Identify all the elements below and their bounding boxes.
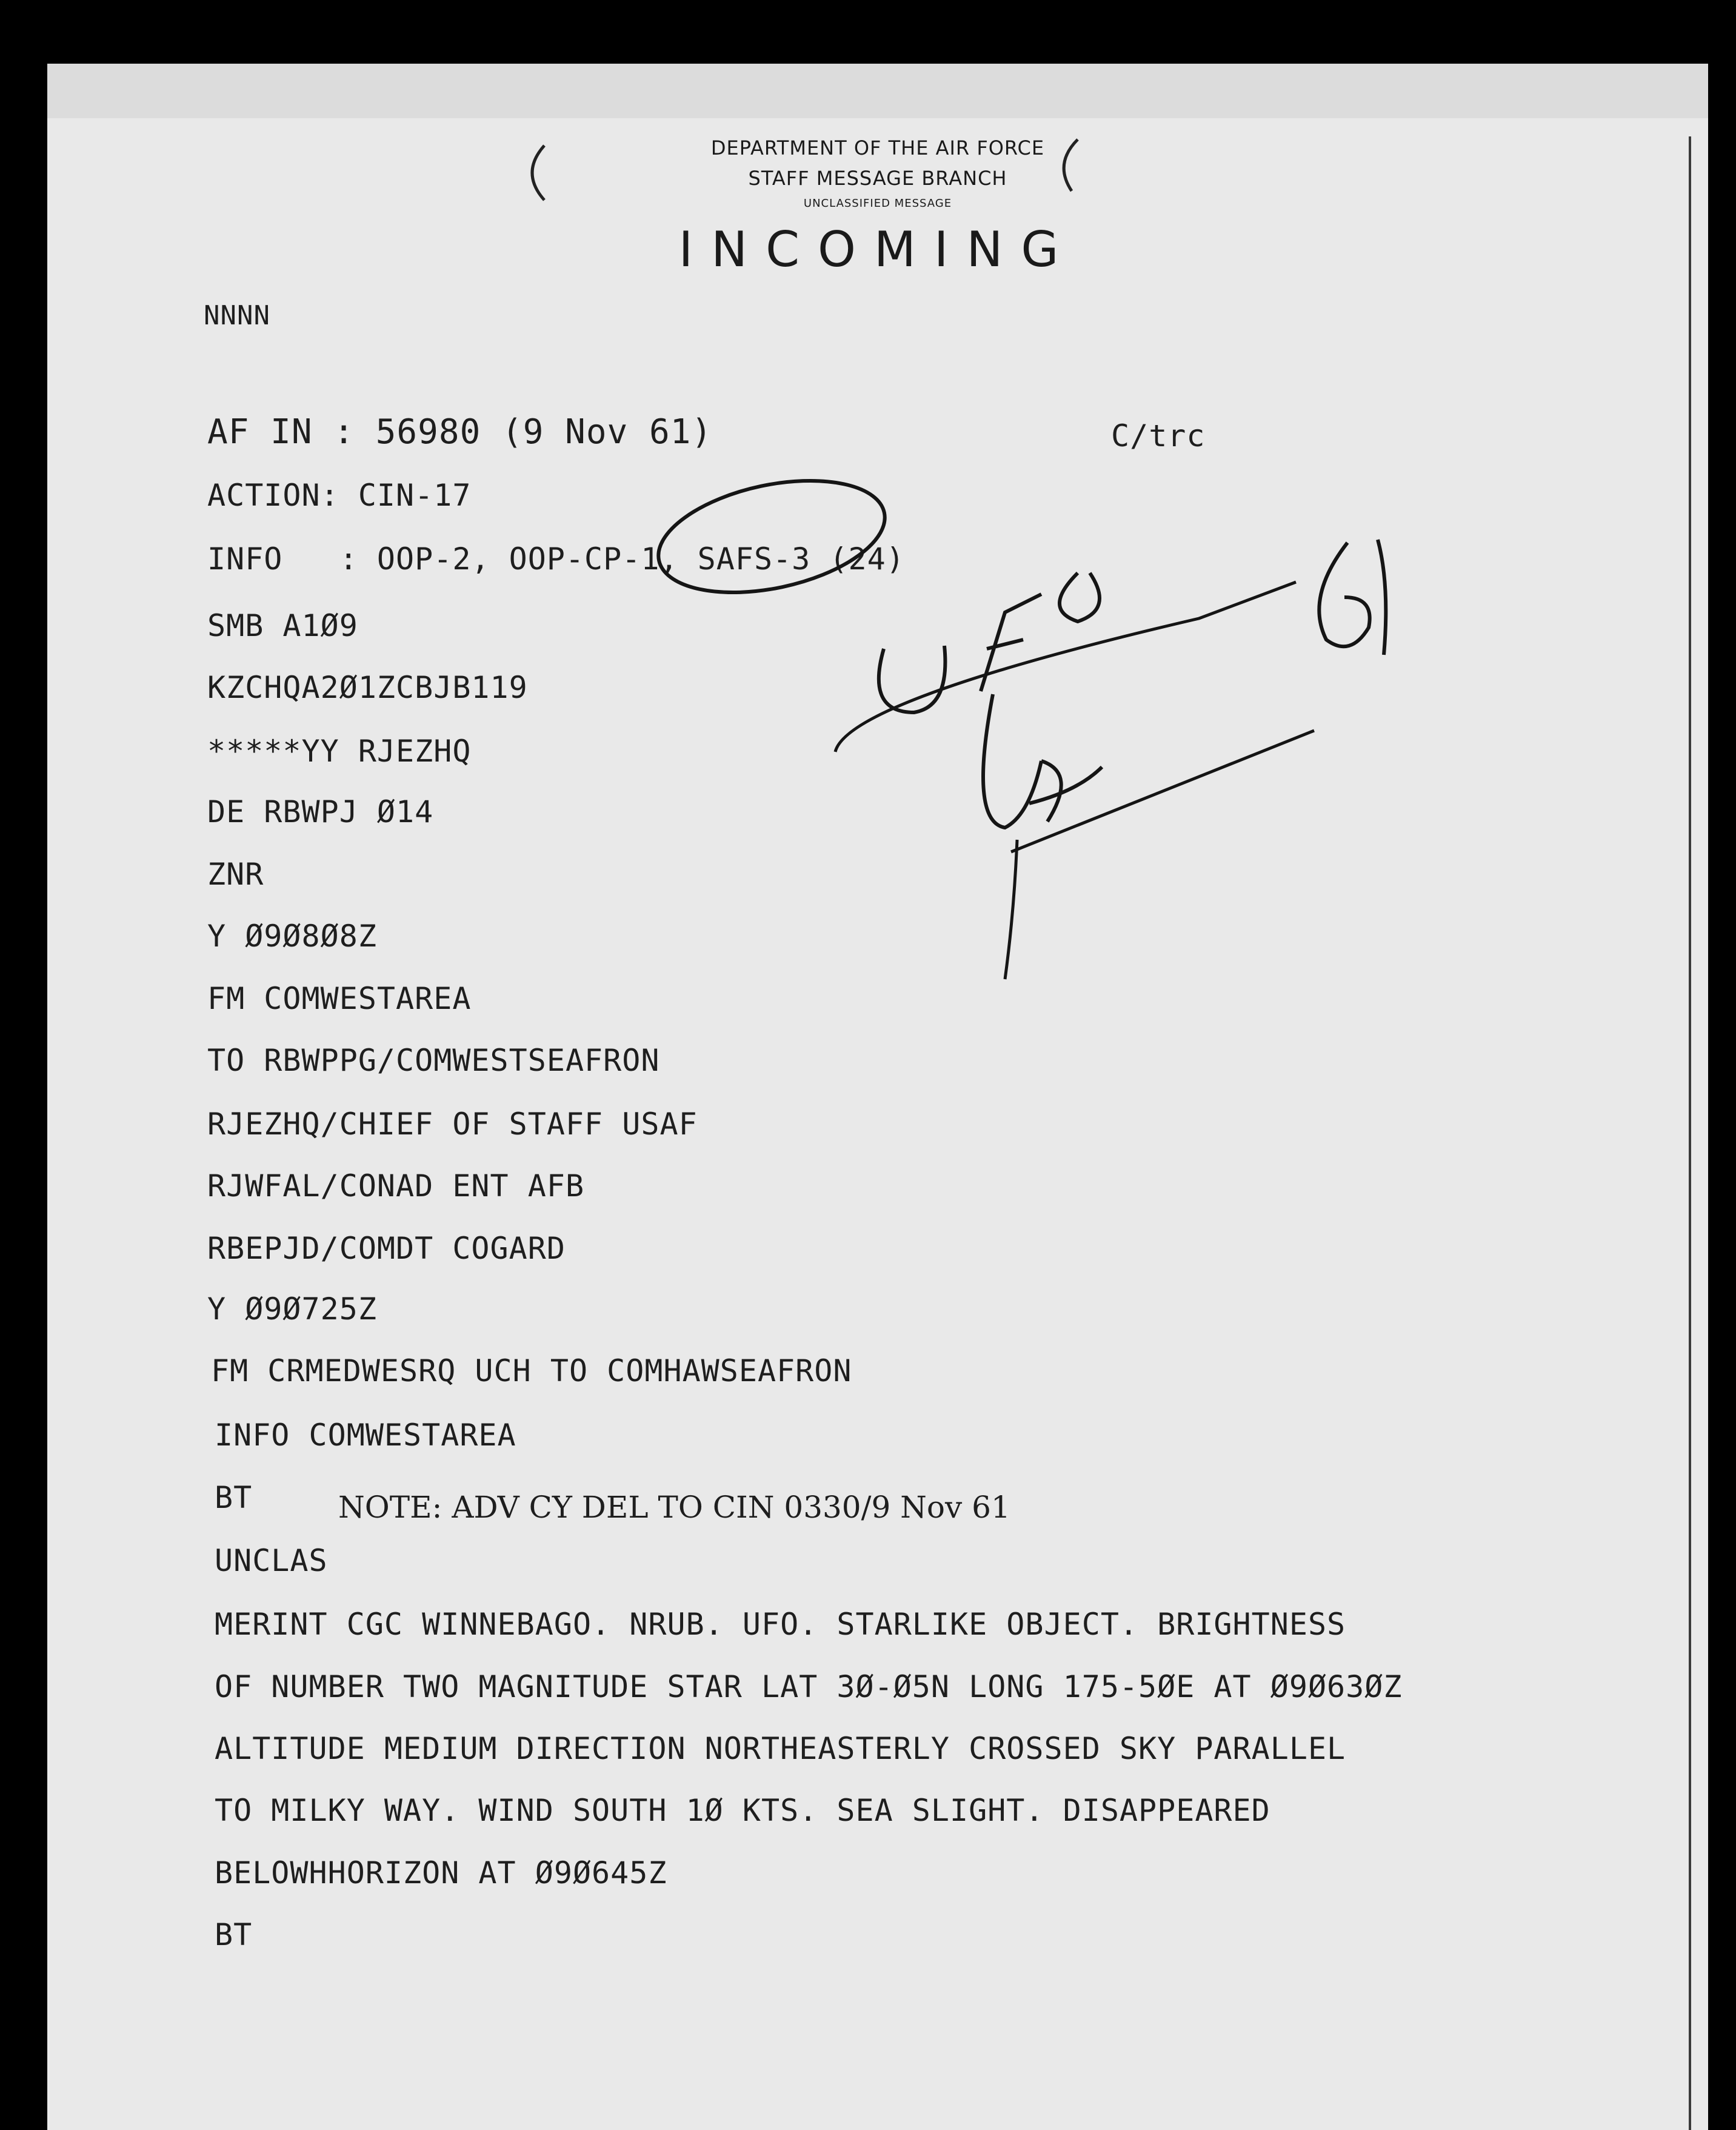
handwriting-overlay xyxy=(47,64,1708,2130)
message-line: MERINT CGC WINNEBAGO. NRUB. UFO. STARLIKE OBJECT. BRIGHTNESS xyxy=(215,1607,1346,1642)
info-line: INFO : OOP-2, OOP-CP-1, SAFS-3 (24) xyxy=(207,541,905,577)
message-line: BT xyxy=(215,1917,253,1952)
left-parenthesis-mark xyxy=(532,146,544,200)
af-in-line: AF IN : 56980 (9 Nov 61) xyxy=(207,412,713,452)
number-six-mark xyxy=(1319,543,1369,646)
message-line: *****YY RJEZHQ xyxy=(207,734,472,769)
message-line: RJWFAL/CONAD ENT AFB xyxy=(207,1168,585,1204)
message-line: FM CRMEDWESRQ UCH TO COMHAWSEAFRON xyxy=(211,1353,852,1388)
delivery-note: NOTE: ADV CY DEL TO CIN 0330/9 Nov 61 xyxy=(338,1490,1010,1525)
message-line: UNCLAS xyxy=(215,1543,328,1578)
incoming-title: INCOMING xyxy=(678,221,1077,278)
diagonal-stroke xyxy=(1011,731,1314,852)
classification-label: UNCLASSIFIED MESSAGE xyxy=(803,197,952,210)
initials-tail xyxy=(1005,840,1017,979)
message-line: TO RBWPPG/COMWESTSEAFRON xyxy=(207,1043,660,1078)
department-title: DEPARTMENT OF THE AIR FORCE xyxy=(710,136,1045,159)
message-line: FM COMWESTAREA xyxy=(207,981,472,1016)
message-line: Y Ø9Ø725Z xyxy=(207,1291,377,1327)
circle-mark xyxy=(648,462,895,611)
message-line: ALTITUDE MEDIUM DIRECTION NORTHEASTERLY CROSSED SKY PARALLEL xyxy=(215,1731,1346,1766)
message-line: KZCHQA2Ø1ZCBJB119 xyxy=(207,670,528,705)
message-line: Y Ø9Ø8Ø8Z xyxy=(207,919,377,954)
nnnn-marker: NNNN xyxy=(204,300,270,331)
reference-code: C/trc xyxy=(1111,418,1206,454)
right-parenthesis-mark xyxy=(1064,139,1078,191)
message-line: OF NUMBER TWO MAGNITUDE STAR LAT 3Ø-Ø5N LONG 175-5ØE AT Ø9Ø63ØZ xyxy=(215,1669,1403,1704)
message-line: SMB A1Ø9 xyxy=(207,608,358,643)
message-line: TO MILKY WAY. WIND SOUTH 1Ø KTS. SEA SLIGHT. DISAPPEARED xyxy=(215,1793,1270,1828)
ufo-annotation-text xyxy=(896,585,897,586)
message-line: ZNR xyxy=(207,857,264,892)
number-one-mark xyxy=(1378,540,1386,655)
initials-mark xyxy=(983,694,1102,828)
message-line: INFO COMWESTAREA xyxy=(215,1418,516,1453)
action-line: ACTION: CIN-17 xyxy=(207,478,472,513)
message-line: BT xyxy=(215,1480,253,1515)
message-line: RBEPJD/COMDT COGARD xyxy=(207,1231,566,1266)
document-page xyxy=(47,64,1708,2130)
branch-title: STAFF MESSAGE BRANCH xyxy=(748,167,1007,190)
underline-stroke xyxy=(835,582,1296,752)
ufo-handwriting xyxy=(879,573,1100,712)
message-line: RJEZHQ/CHIEF OF STAFF USAF xyxy=(207,1107,698,1142)
message-line: DE RBWPJ Ø14 xyxy=(207,794,434,829)
message-line: BELOWHHORIZON AT Ø9Ø645Z xyxy=(215,1855,667,1891)
